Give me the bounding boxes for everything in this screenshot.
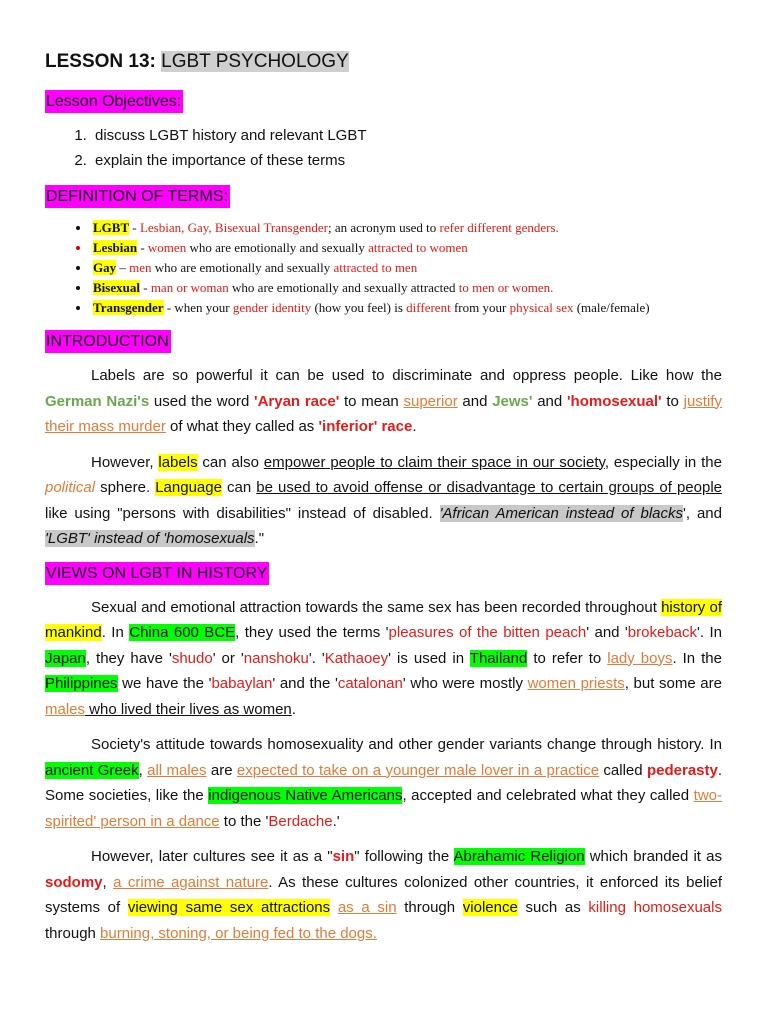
definition-transgender: • Transgender - when your gender identity (how you feel) is different from your physical sex (male/female) (91, 298, 722, 318)
lesson-title (45, 48, 722, 76)
definitions-list (45, 218, 722, 318)
history-heading: VIEWS ON LGBT IN HISTORY (45, 562, 269, 585)
objectives-heading: Lesson Objectives: (45, 90, 183, 113)
definition-bisexual: • Bisexual - man or woman who are emotionally and sexually attracted to men or women. (91, 278, 722, 298)
introduction-heading: INTRODUCTION (45, 330, 171, 353)
history-paragraph-1: Sexual and emotional attraction towards the same sex has been recorded throughout history of mankind. In China 600 BCE, they used the terms 'pleasures of the bitten peach' and 'brokeback'. In Japan, they have 'shudo' or 'nanshoku'. 'Kathaoey' is used in Thailand to refer to lady boys. In the Philippines we have the 'babaylan' and the 'catalonan' who were mostly women priests, but some are males who lived their lives as women. (45, 598, 722, 718)
definition-gay: • Gay – men who are emotionally and sexually attracted to men (91, 258, 722, 278)
history-paragraph-3: However, later cultures see it as a "sin" following the Abrahamic Religion which branded it as sodomy, a crime against nature. As these cultures colonized other countries, it enforced its belief systems of viewing same sex attractions as a sin through violence such as killing homosexuals through burning, stoning, or being fed to the dogs. (45, 848, 722, 942)
objective-item: 2. explain the importance of these terms (91, 148, 722, 173)
document-page (45, 48, 722, 956)
objectives-list (45, 123, 722, 173)
definition-lgbt: • LGBT - Lesbian, Gay, Bisexual Transgender; an acronym used to refer different genders. (91, 218, 722, 238)
introduction-paragraph-2: However, labels can also empower people to claim their space in our society, especially in the political sphere. Language can be used to avoid offense or disadvantage to certain groups of people like using "persons with disabilities" instead of disabled. 'African American instead of blacks', and 'LGBT' instead of 'homosexuals." (45, 453, 722, 547)
lesson-number: LESSON 13: (45, 51, 156, 72)
definition-lesbian: • Lesbian - women who are emotionally and sexually attracted to women (91, 238, 722, 258)
lesson-topic: LGBT PSYCHOLOGY (161, 51, 349, 72)
introduction-paragraph-1: Labels are so powerful it can be used to discriminate and oppress people. Like how the German Nazi's used the word 'Aryan race' to mean superior and Jews' and 'homosexual' to justify their mass murder of what they called as 'inferior' race. (45, 367, 722, 435)
objective-item: 1. discuss LGBT history and relevant LGBT (91, 123, 722, 148)
history-paragraph-2: Society's attitude towards homosexuality and other gender variants change through history. In ancient Greek, all males are expected to take on a younger male lover in a practice called pederasty. Some societies, like the indigenous Native Americans, accepted and celebrated what they called two-spirited' person in a dance to the 'Berdache.' (45, 736, 723, 830)
definitions-heading: DEFINITION OF TERMS: (45, 185, 230, 208)
